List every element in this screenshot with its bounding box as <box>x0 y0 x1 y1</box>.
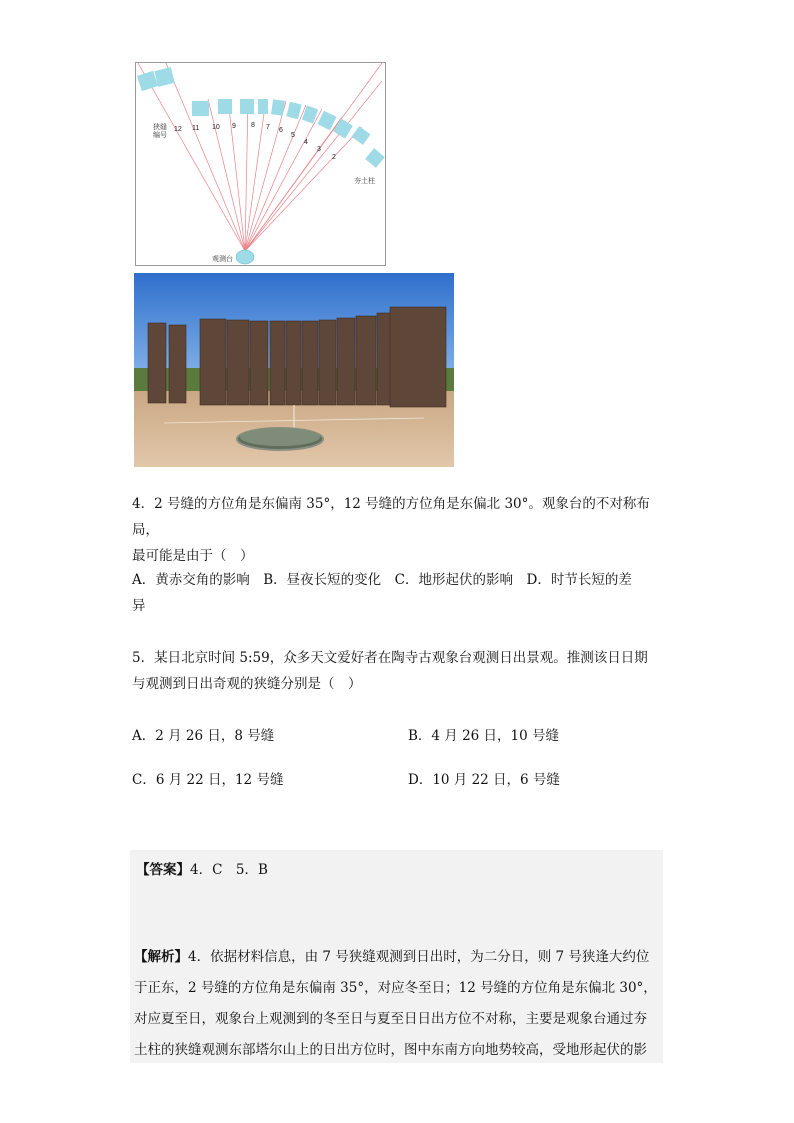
q5-line-1: 5．某日北京时间 5:59，众多天文爱好者在陶寺古观象台观测日出景观。推测该日日期 <box>132 650 648 666</box>
answer-tag: 【答案】 <box>136 862 190 878</box>
sight-ray <box>138 63 245 251</box>
slot-number: 12 <box>174 126 182 133</box>
q5-option-d: D．10 月 22 日，6 号缝 <box>408 772 560 788</box>
pillar-block <box>240 99 254 114</box>
slot-number: 5 <box>291 132 295 139</box>
sight-ray <box>166 63 245 251</box>
observatory-photo <box>134 273 454 467</box>
rammed-earth-pillars <box>137 67 385 168</box>
observatory-diagram <box>135 62 386 266</box>
sight-ray <box>245 99 248 251</box>
pillar-block <box>192 101 209 116</box>
slot-number: 2 <box>332 154 336 161</box>
pillar-block <box>154 67 174 87</box>
analysis-line-2: 于正东，2 号缝的方位角是东偏南 35°，对应冬至日；12 号缝的方位角是东偏北 30°， <box>134 980 657 996</box>
slit-label-line1: 狭缝 <box>153 124 167 131</box>
q4-options <box>132 567 672 619</box>
answer-line <box>136 858 268 878</box>
analysis-line-1: 4．依据材料信息，由 7 号狭缝观测到日出时，为二分日，则 7 号狭逢大约位 <box>188 949 650 965</box>
platform-label: 观测台 <box>212 256 233 263</box>
sight-ray <box>245 99 266 251</box>
question-4 <box>132 491 672 569</box>
analysis-line-4: 土柱的狭缝观测东部塔尔山上的日出方位时，图中东南方向地势较高，受地形起伏的影 <box>134 1042 647 1058</box>
pillar-block <box>333 118 353 138</box>
sight-rays <box>138 63 382 251</box>
slot-number: 8 <box>251 122 255 129</box>
sight-ray <box>208 99 245 251</box>
q5-option-c: C．6 月 22 日，12 号缝 <box>132 772 284 788</box>
analysis-line-3: 对应夏至日，观象台上观测到的冬至日与夏至日日出方位不对称，主要是观象台通过夯 <box>134 1011 647 1027</box>
sight-ray <box>228 99 245 251</box>
q5-option-b: B．4 月 26 日，10 号缝 <box>408 728 560 744</box>
slot-number: 6 <box>279 127 283 134</box>
pillar-block <box>137 71 158 91</box>
pillar-block <box>352 126 371 145</box>
platform-ellipse <box>236 250 254 264</box>
answer-text: 4．C 5．B <box>190 862 268 878</box>
pillar-block <box>218 99 232 114</box>
q4-line-1: 4．2 号缝的方位角是东偏南 35°，12 号缝的方位角是东偏北 30°。观象台的不对称布局， <box>132 496 650 538</box>
pillar-block <box>271 99 285 116</box>
slot-number: 3 <box>317 146 321 153</box>
analysis-tag: 【解析】 <box>134 949 188 965</box>
slot-number: 7 <box>266 124 270 131</box>
q4-line-2: 最可能是由于（ ） <box>132 548 254 564</box>
pillar-block <box>286 102 301 119</box>
q4-options-line-1: A．黄赤交角的影响 B．昼夜长短的变化 C．地形起伏的影响 D．时节长短的差 <box>132 572 632 588</box>
slot-number: 4 <box>304 139 308 146</box>
pillar-block <box>258 99 268 114</box>
pillar-block <box>365 148 385 168</box>
slot-number: 10 <box>212 124 220 131</box>
q4-options-line-2: 异 <box>132 598 146 614</box>
question-5 <box>132 645 672 697</box>
slot-number: 11 <box>192 125 200 132</box>
pillar-block <box>317 111 336 131</box>
photo-svg <box>134 273 454 467</box>
platform-top <box>240 428 320 446</box>
slit-label-line2: 编号 <box>153 132 167 139</box>
q5-line-2: 与观测到日出奇观的狭缝分别是（ ） <box>132 676 362 692</box>
slot-number: 9 <box>232 123 236 130</box>
pillar-label: 夯土柱 <box>354 178 375 185</box>
sight-ray <box>245 109 322 251</box>
q5-option-a: A．2 月 26 日，8 号缝 <box>132 728 275 744</box>
sight-ray <box>245 63 382 251</box>
diagram-svg <box>136 63 387 267</box>
analysis <box>134 942 660 1066</box>
